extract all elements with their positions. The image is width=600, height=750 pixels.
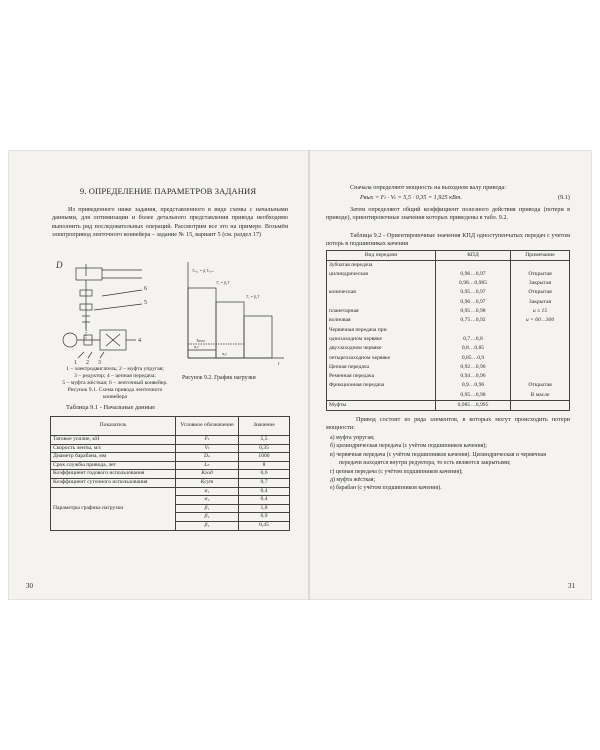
- table-row: Коэффициент годового использования Kгод 0,6: [51, 470, 290, 479]
- list-item: г) цепная передача (с учётом подшипников качения);: [330, 468, 463, 475]
- svg-text:5: 5: [144, 300, 147, 306]
- table-row: 0,95…0,98 В масле: [327, 391, 570, 401]
- table-row: цилиндрическая 0,96…0,97 Открытая: [327, 270, 570, 279]
- table-row: Ременная передача 0,94…0,96: [327, 372, 570, 381]
- book-spread: [8, 150, 592, 600]
- table-row: α₂ 0,4: [51, 496, 290, 505]
- table-row: Диаметр барабана, мм Dₛ 1000: [51, 453, 290, 462]
- efficiency-paragraph: Затем определяют общий коэффициент полезного действия привода (потери в приводе), ориентировочные значения которых приведены в табл. 9.2.: [326, 206, 570, 222]
- table-row: Червячная передача при: [327, 326, 570, 335]
- conveyor-drum: [76, 268, 102, 280]
- table-row: Параметры графика нагрузки α₁ 0,4: [51, 487, 290, 496]
- load-graph-figure: [180, 258, 290, 366]
- table-row: 0,96…0,97 Закрытая: [327, 298, 570, 307]
- scheme-legend: 1 – электродвигатель; 2 – муфта упругая; 3 – редуктор; 4 – цепная передача; 5 – муфта жёсткая; 6 – ленточный конвейер. Рисунок 9.1. Схема привода ленточного конвейера: [62, 366, 168, 400]
- table-row: Коэффициент суточного использования Kсут 0,7: [51, 478, 290, 487]
- table-row: коническая 0,95…0,97 Открытая: [327, 288, 570, 297]
- section-heading: 9. ОПРЕДЕЛЕНИЕ ПАРАМЕТРОВ ЗАДАНИЯ: [79, 186, 257, 196]
- table-row: Зубчатая передача: [327, 260, 570, 270]
- power-formula: Pвых = Fₜ · Vₜ = 5,5 · 0,35 = 1,925 кВт.: [360, 194, 462, 201]
- losses-paragraph: Привод состоит из ряда элементов, в которых могут происходить потери мощности:: [326, 416, 570, 432]
- drive-scheme-figure: [54, 260, 164, 370]
- list-item: е) барабан (с учётом подшипников качения).: [330, 485, 442, 492]
- losses-list: [330, 434, 570, 493]
- table-row: Срок службы привода, лет Lₕ 8: [51, 461, 290, 470]
- table-row: Фрикционная передача 0,9…0,96 Открытая: [327, 381, 570, 390]
- table2-caption: Таблица 9.2 - Ориентировочные значения КПД одноступенчатых передач с учетом потерь в подшипниках качения: [326, 232, 570, 248]
- right-first-line: Сначала определяют мощность на выходном валу привода:: [350, 184, 507, 191]
- load-params-label: Параметры графика нагрузки: [51, 487, 176, 530]
- table-row: β₃ 0,45: [51, 521, 290, 530]
- table-row: планетарная 0,95…0,98 u ≤ 15: [327, 307, 570, 316]
- table-row: Цепная передача 0,92…0,96: [327, 363, 570, 372]
- page-fold: [308, 150, 310, 600]
- load-graph-caption: Рисунок 9.2. График нагрузки: [182, 375, 256, 381]
- table-row: 0,98…0,985 Закрытая: [327, 279, 570, 288]
- table-row: Муфты 0,985…0,995: [327, 401, 570, 411]
- list-item: б) цилиндрическая передача (с учётом подшипников качения);: [330, 443, 487, 450]
- table-header-row: Показатель Условное обозначение Значение: [51, 417, 290, 436]
- table-row: волновая 0,75…0,92 u = 60…300: [327, 316, 570, 325]
- svg-text:T₃ = β₃T: T₃ = β₃T: [246, 295, 260, 299]
- formula-number: (9.1): [558, 194, 570, 201]
- svg-text:3: 3: [98, 360, 101, 366]
- svg-text:6: 6: [144, 286, 147, 292]
- table-row: β₂ 0,9: [51, 513, 290, 522]
- table-row: β₁ 1,8: [51, 504, 290, 513]
- svg-text:α₁t: α₁t: [194, 344, 199, 349]
- svg-text:4: 4: [138, 338, 141, 344]
- initial-data-table: [50, 416, 290, 531]
- intro-paragraph: Из приведенного ниже задания, представленного в виде схемы с начальными данными, для оптимизации и более детального представления привода необходимо выполнить ряд последовательных операций. Рассмотрим все это на примере. Возьмём электропривод ленточного конвейера – задание № 15, вариант 5 (см. раздел 17): [52, 206, 288, 239]
- svg-text:1: 1: [74, 360, 77, 366]
- table-row: двухзаходном червяке 0,8…0,85: [327, 344, 570, 353]
- load-step-1: [188, 288, 216, 358]
- list-item: а) муфта упругая;: [330, 435, 375, 441]
- svg-text:T₂ = β₂T: T₂ = β₂T: [216, 281, 230, 285]
- efficiency-table: [326, 250, 570, 411]
- table-header-row: Вид передачи КПД Примечание: [327, 251, 570, 261]
- page-number-left: 30: [26, 582, 33, 590]
- svg-text:2: 2: [86, 360, 89, 366]
- page-number-right: 31: [568, 582, 575, 590]
- table-row: четырехзаходном червяке 0,85…0,9: [327, 354, 570, 363]
- table-row: однозаходном червяке 0,7…0,8: [327, 335, 570, 344]
- electric-motor: [63, 333, 77, 347]
- load-step-3: [244, 316, 272, 358]
- load-step-2: [216, 302, 244, 358]
- svg-text:t: t: [278, 362, 280, 366]
- list-item: в) червячная передача (с учётом подшипников качения). Цилиндрическая и червячная передачи находятся внутри редуктора, то есть являются закрытыми;: [330, 451, 546, 467]
- list-item: д) муфта жёсткая;: [330, 477, 376, 484]
- drum-diameter-label: D: [56, 260, 63, 270]
- table-row: Тяговое усилие, кН Fₜ 5,5: [51, 436, 290, 445]
- svg-text:Tₘₐₓ = β₁Tₙₒₘ: Tₘₐₓ = β₁Tₙₒₘ: [192, 269, 214, 273]
- table1-caption: Таблица 9.1 - Начальные данные: [66, 404, 156, 411]
- svg-text:Tном: Tном: [196, 338, 205, 343]
- table-row: Скорость ленты, м/с Vₜ 0,35: [51, 444, 290, 453]
- svg-text:α₂t: α₂t: [222, 351, 227, 356]
